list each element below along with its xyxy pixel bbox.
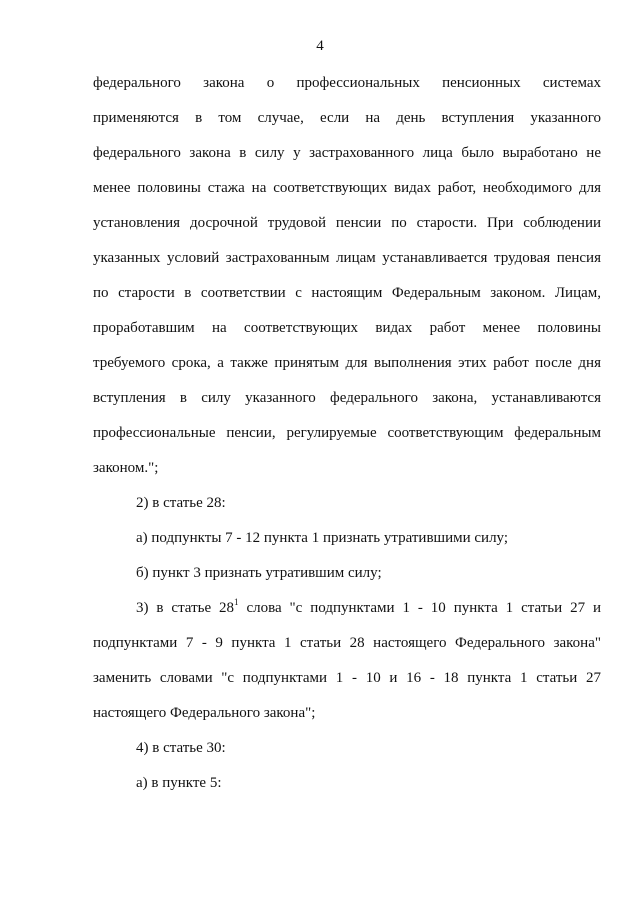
text-line: федерального закона о профессиональных пенсионных системах — [93, 75, 601, 91]
item-2: 2) в статье 28: — [136, 495, 226, 511]
page-number: 4 — [316, 38, 324, 54]
text-line: менее половины стажа на соответствующих видах работ, необходимого для — [93, 180, 601, 196]
text-line: законом."; — [93, 460, 159, 476]
superscript: 1 — [234, 597, 239, 607]
text-line: проработавшим на соответствующих видах работ менее половины — [93, 320, 601, 336]
item-3-text-start: 3) в статье 28 — [136, 600, 235, 616]
text-line: вступления в силу указанного федерального закона, устанавливаются — [93, 390, 601, 406]
text-line: указанных условий застрахованным лицам устанавливается трудовая пенсия — [93, 250, 601, 266]
document-body — [93, 66, 601, 801]
text-line: требуемого срока, а также принятым для выполнения этих работ после дня — [93, 355, 601, 371]
paragraph-continuation — [93, 66, 601, 486]
text-line: установления досрочной трудовой пенсии по старости. При соблюдении — [93, 215, 601, 231]
item-3 — [93, 591, 601, 731]
text-line: настоящего Федерального закона"; — [93, 705, 316, 721]
item-2b: б) пункт 3 признать утратившим силу; — [136, 565, 382, 581]
item-3-text-rest: слова "с подпунктами 1 - 10 пункта 1 статьи 27 и — [238, 600, 602, 616]
item-2a: а) подпункты 7 - 12 пункта 1 признать утратившими силу; — [136, 530, 509, 546]
item-4a: а) в пункте 5: — [136, 775, 222, 791]
text-line: профессиональные пенсии, регулируемые соответствующим федеральным — [93, 425, 601, 441]
text-line: федерального закона в силу у застрахованного лица было выработано не — [93, 145, 601, 161]
text-line — [93, 591, 601, 626]
text-line: подпунктами 7 - 9 пункта 1 статьи 28 настоящего Федерального закона" — [93, 635, 601, 651]
item-4: 4) в статье 30: — [136, 740, 226, 756]
text-line: по старости в соответствии с настоящим Федеральным законом. Лицам, — [93, 285, 601, 301]
text-line: заменить словами "с подпунктами 1 - 10 и 16 - 18 пункта 1 статьи 27 — [93, 670, 601, 686]
text-line: применяются в том случае, если на день вступления указанного — [93, 110, 601, 126]
